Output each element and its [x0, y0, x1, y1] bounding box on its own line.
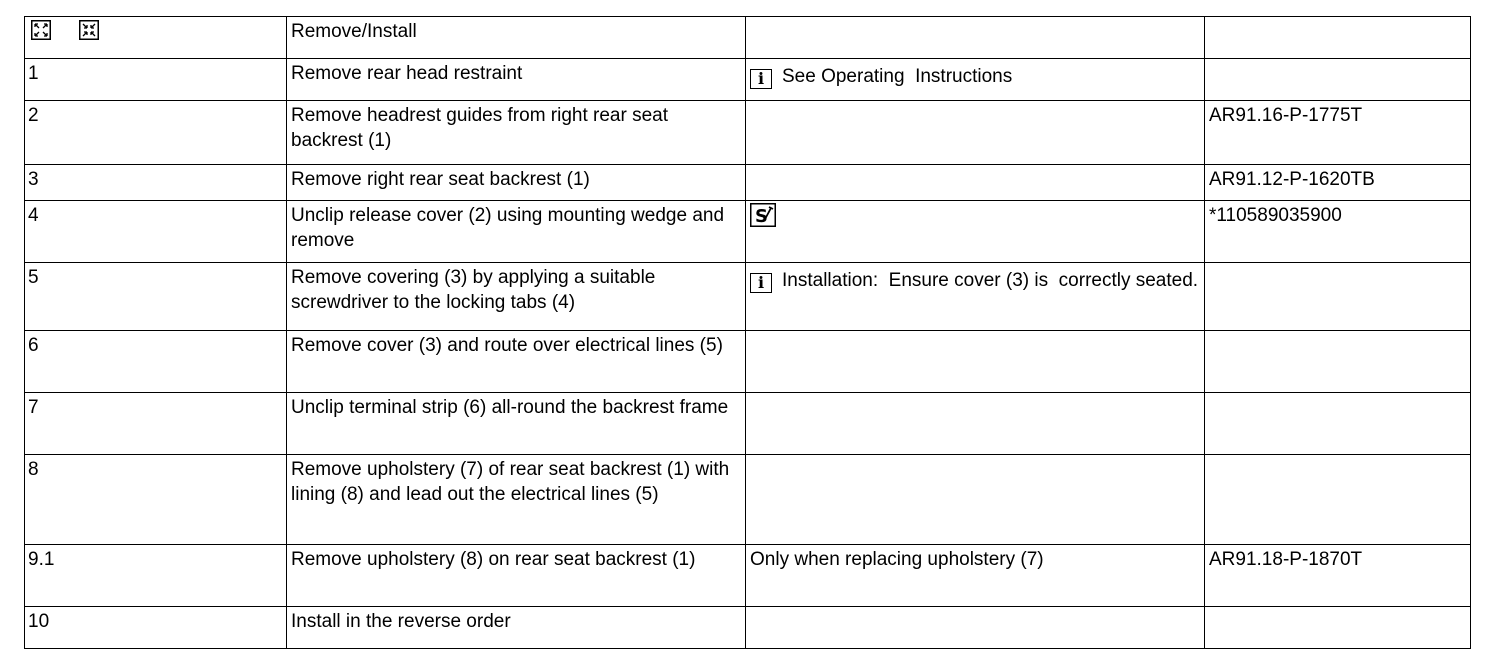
table-row — [25, 393, 1471, 455]
expand-all-icon[interactable] — [31, 20, 55, 42]
step-action: Unclip release cover (2) using mounting wedge and remove — [287, 201, 746, 263]
step-ref — [1205, 455, 1471, 545]
step-ref[interactable]: AR91.16-P-1775T — [1205, 101, 1471, 165]
step-number: 1 — [25, 59, 287, 101]
special-tool-icon[interactable] — [750, 203, 1200, 227]
procedure-table — [24, 16, 1471, 649]
info-icon[interactable]: i — [750, 273, 772, 293]
step-ref[interactable]: AR91.18-P-1870T — [1205, 545, 1471, 607]
step-action: Remove headrest guides from right rear seat backrest (1) — [287, 101, 746, 165]
step-note-cell — [746, 59, 1205, 101]
step-note — [746, 393, 1205, 455]
step-number: 3 — [25, 165, 287, 201]
header-empty-ref — [1205, 17, 1471, 59]
table-row — [25, 201, 1471, 263]
step-ref — [1205, 331, 1471, 393]
step-action: Install in the reverse order — [287, 607, 746, 649]
table-row — [25, 165, 1471, 201]
step-note-cell — [746, 263, 1205, 331]
step-ref — [1205, 607, 1471, 649]
step-note — [746, 331, 1205, 393]
step-note — [746, 455, 1205, 545]
step-ref — [1205, 59, 1471, 101]
step-note — [746, 165, 1205, 201]
step-note[interactable]: See Operating Instructions — [782, 66, 1013, 87]
step-action: Remove upholstery (8) on rear seat backrest (1) — [287, 545, 746, 607]
header-title: Remove/Install — [287, 17, 746, 59]
svg-text:S: S — [755, 206, 768, 227]
step-ref[interactable]: AR91.12-P-1620TB — [1205, 165, 1471, 201]
step-note — [746, 607, 1205, 649]
step-number: 4 — [25, 201, 287, 263]
header-empty-note — [746, 17, 1205, 59]
step-action: Remove covering (3) by applying a suitable screwdriver to the locking tabs (4) — [287, 263, 746, 331]
table-row — [25, 607, 1471, 649]
table-row — [25, 545, 1471, 607]
step-number: 6 — [25, 331, 287, 393]
table-row — [25, 59, 1471, 101]
step-number: 8 — [25, 455, 287, 545]
step-note-cell — [746, 201, 1205, 263]
step-note: Only when replacing upholstery (7) — [746, 545, 1205, 607]
step-note: Installation: Ensure cover (3) is correctly seated. — [782, 270, 1199, 291]
step-number: 5 — [25, 263, 287, 331]
table-row — [25, 331, 1471, 393]
table-row — [25, 455, 1471, 545]
step-number: 2 — [25, 101, 287, 165]
step-number: 7 — [25, 393, 287, 455]
step-note — [746, 101, 1205, 165]
collapse-all-icon[interactable] — [79, 20, 103, 42]
step-action: Remove cover (3) and route over electrical lines (5) — [287, 331, 746, 393]
step-number: 9.1 — [25, 545, 287, 607]
table-row — [25, 101, 1471, 165]
step-action: Remove rear head restraint — [287, 59, 746, 101]
step-action: Unclip terminal strip (6) all-round the backrest frame — [287, 393, 746, 455]
header-icons-cell — [25, 17, 287, 59]
step-ref[interactable]: *110589035900 — [1205, 201, 1471, 263]
step-action: Remove right rear seat backrest (1) — [287, 165, 746, 201]
header-row — [25, 17, 1471, 59]
step-number: 10 — [25, 607, 287, 649]
step-action: Remove upholstery (7) of rear seat backrest (1) with lining (8) and lead out the electrical lines (5) — [287, 455, 746, 545]
table-row — [25, 263, 1471, 331]
step-ref — [1205, 263, 1471, 331]
info-icon[interactable]: i — [750, 69, 772, 89]
step-ref — [1205, 393, 1471, 455]
